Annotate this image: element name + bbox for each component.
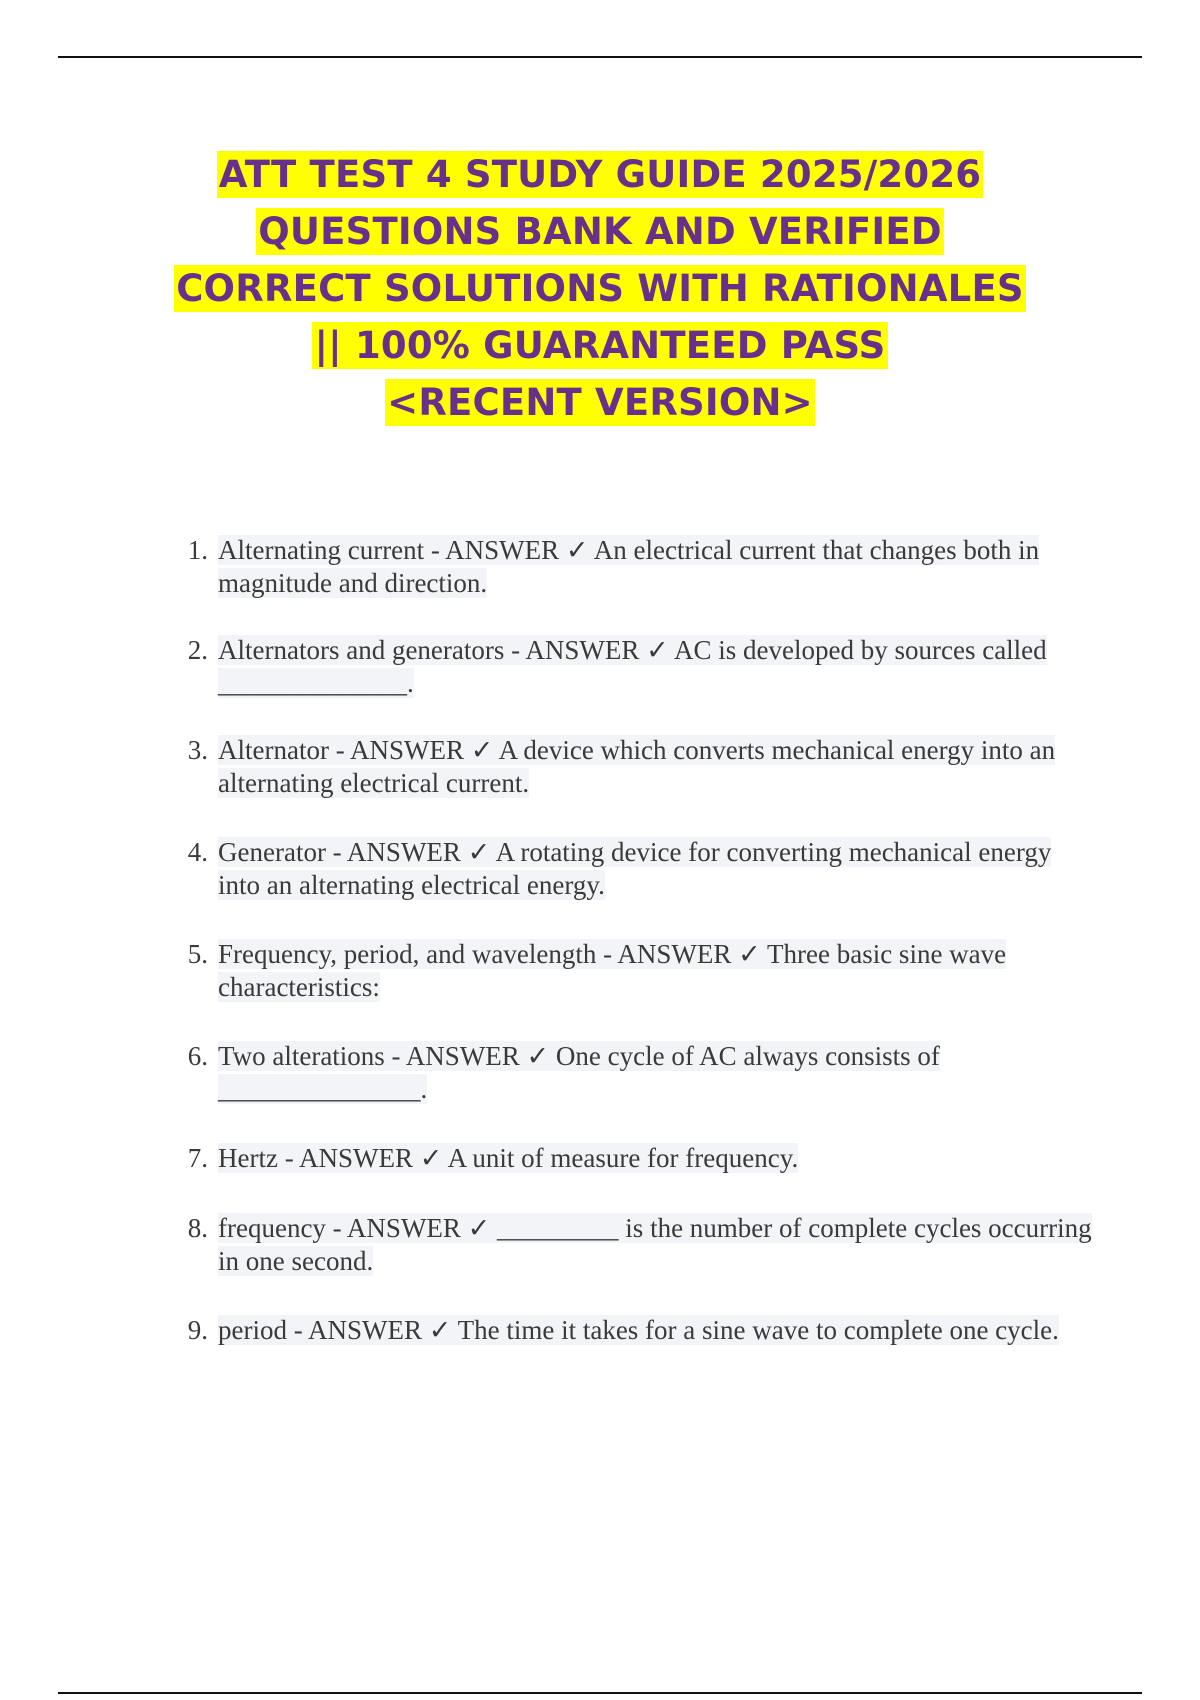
item-text: Alternator - ANSWER ✓ A device which converts mechanical energy into an alternating electrical current.	[218, 735, 1056, 798]
item-number: 8.	[187, 1213, 208, 1243]
item-text: Frequency, period, and wavelength - ANSWER ✓ Three basic sine wave characteristics:	[218, 939, 1007, 1002]
qa-item	[176, 734, 1096, 800]
item-text: Hertz - ANSWER ✓ A unit of measure for frequency.	[218, 1143, 799, 1173]
item-number: 6.	[187, 1041, 208, 1071]
title-line-4: || 100% GUARANTEED PASS	[314, 324, 886, 367]
qa-item	[176, 1314, 1096, 1347]
item-number: 7.	[187, 1143, 208, 1173]
document-title	[100, 146, 1100, 431]
item-number: 9.	[187, 1315, 208, 1345]
top-rule	[58, 56, 1142, 58]
qa-list	[176, 534, 1096, 1347]
qa-item	[176, 1212, 1096, 1278]
item-number: 5.	[187, 939, 208, 969]
item-text: Generator - ANSWER ✓ A rotating device for converting mechanical energy into an alternating electrical energy.	[218, 837, 1052, 900]
item-number: 3.	[187, 735, 208, 765]
item-text: Two alterations - ANSWER ✓ One cycle of AC always consists of _______________.	[218, 1041, 940, 1104]
item-text: Alternating current - ANSWER ✓ An electrical current that changes both in magnitude and direction.	[218, 535, 1040, 598]
qa-item	[176, 1040, 1096, 1106]
qa-item	[176, 634, 1096, 700]
qa-item	[176, 938, 1096, 1004]
title-line-1: ATT TEST 4 STUDY GUIDE 2025/2026	[218, 153, 982, 196]
qa-item	[176, 534, 1096, 600]
bottom-rule	[58, 1692, 1142, 1694]
title-line-3: CORRECT SOLUTIONS WITH RATIONALES	[176, 267, 1024, 310]
item-text: Alternators and generators - ANSWER ✓ AC is developed by sources called ______________.	[218, 635, 1047, 698]
qa-item	[176, 1142, 1096, 1175]
qa-item	[176, 836, 1096, 902]
item-text: frequency - ANSWER ✓ _________ is the number of complete cycles occurring in one second.	[218, 1213, 1092, 1276]
item-text: period - ANSWER ✓ The time it takes for a sine wave to complete one cycle.	[218, 1315, 1059, 1345]
item-number: 1.	[187, 535, 208, 565]
item-number: 4.	[187, 837, 208, 867]
title-line-2: QUESTIONS BANK AND VERIFIED	[258, 210, 942, 253]
title-line-5: <RECENT VERSION>	[387, 381, 813, 424]
item-number: 2.	[187, 635, 208, 665]
